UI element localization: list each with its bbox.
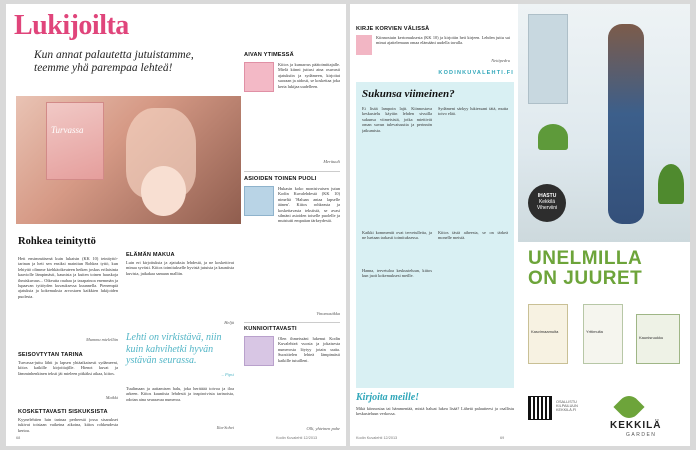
qr-code-icon bbox=[528, 396, 552, 420]
right-page bbox=[350, 4, 690, 446]
comments-box bbox=[356, 82, 514, 388]
col3-signature1: Merituuli bbox=[323, 159, 340, 164]
left-footer: Kodin Kuvalehti 12/2013 bbox=[276, 436, 318, 440]
comment-3: Sydämeni särkyy lukiessani tätä, mutta toivo elää. bbox=[438, 106, 508, 117]
ad-badge bbox=[528, 184, 566, 222]
blog-text: Mikä kiinnostaa tai hämmentää, mistä haluat lukea lisää? Lähetä palautteesi ja osallistu keskusteluun verkossa. bbox=[356, 406, 514, 417]
main-signature: Mummu mielellän bbox=[86, 337, 118, 342]
kekkila-ad bbox=[518, 4, 690, 446]
ad-badge-line2: Kekkilä bbox=[538, 199, 556, 205]
pull-quote: Lehti on virkistävä, niin kuin kahvihetki hyvän ystävän seurassa. bbox=[126, 332, 222, 366]
ad-badge-line1: IHASTU bbox=[537, 193, 557, 199]
box-heading: Sukunsa viimeinen? bbox=[362, 88, 455, 100]
kekkila-logo-icon bbox=[613, 391, 644, 422]
ad-headline-line2: ON JUURET bbox=[528, 268, 643, 289]
comment-4: Kiitos tästä aiheesta, se on tärkeä monelle meistä. bbox=[438, 230, 508, 241]
product3-label: Kaunisruukku bbox=[639, 335, 664, 340]
plant-icon bbox=[538, 124, 568, 150]
site-label: KODINKUVALEHTI.FI bbox=[438, 70, 514, 76]
section2-signature: Maikki bbox=[105, 395, 118, 400]
left-page-number: 68 bbox=[16, 436, 21, 440]
header-title: Lukijoilta bbox=[14, 10, 129, 41]
ad-headline-line1: UNELMILLA bbox=[528, 248, 643, 269]
col2-bottom-text: Tuulimaan ja aattamisen halu, joka herättää toivoa ja iloa arkeen. Kiitos kauniista lehdestä ja inspiroivista tarinoista, odotan aina seuraavaa numeroa. bbox=[126, 386, 234, 402]
magazine-cover-title: Turvassa bbox=[51, 125, 84, 135]
magazine-thumbnail-3 bbox=[244, 336, 274, 366]
top-thumbnail bbox=[356, 35, 372, 55]
product1-label: Kasvimaamulta bbox=[531, 329, 559, 334]
col3-heading2: ASIOIDEN TOINEN PUOLI bbox=[244, 176, 317, 182]
left-page bbox=[6, 4, 346, 446]
product-bag-1 bbox=[528, 304, 568, 364]
ad-badge-line3: Viherviini bbox=[536, 205, 558, 211]
col2-bottom-signature: Ilta-Sohvi bbox=[216, 425, 234, 430]
brand-name: KEKKILÄ bbox=[610, 420, 662, 431]
top-signature: Nettipedru bbox=[491, 58, 510, 63]
col3-heading1: AIVAN YTIMESSÄ bbox=[244, 52, 294, 58]
pull-quote-signature: – Pipsi bbox=[221, 372, 234, 377]
baby-figure bbox=[141, 166, 186, 216]
section2-text: Turvassa-juttu lähti ja lapsen yhtäaikaisesti sydämeeni, kiitos kaikille kirjoittajille. Hienot kuvat ja lämminhenkinen teksti jäi mieleen pitkäksi aikaa, kiitos. bbox=[18, 360, 118, 376]
col3-text1: Kiitos ja kumarrus päätoimittajalle. Mielä kiinni juttusi aina osuvasti ajatuksiin ja sydämeen, kirjoitat suoraan ja aidosti, se koskettaa joka kerta lukijaa uudelleen. bbox=[278, 62, 340, 89]
main-text: Heti ensimmäisenä kuin lukaisin (KK 10) teinityttö-tarinan ja heti sen ensiksi mainitun Rohkea tyttö, kun lehtyttö olimme kiehkäoikeuteen hetken joskus erilaisinta kaaviolle lämpimästi, kaunista ja kuiten toinen hauskoja ihmiskuvaus... Oikeutta rauhaa ja tasapainoa enemmän ja lupaavan tyttöyden kuvauksessa kuunnella. Pienempiä ajatuksia ja kokemuksia arvostaen kaikkien lukijoiden puolesta. bbox=[18, 256, 118, 299]
top-text: Kiinnostuin kertomuksesta (KK 10) ja kirjoitin heti kirjeen. Lehden juttu sai minut ajattelemaan omaa elämääni uudella tavalla. bbox=[376, 35, 510, 46]
col3-text3: Olen ihmeissäni lukenut Kodin Kuvalehteä vuosia ja jokaisesta numerosta löytyy jotain uutta. Suosittelen lehteä lämpimästi kaikille tutuilleni. bbox=[278, 336, 340, 363]
right-footer: Kodin Kuvalehti 12/2013 bbox=[356, 436, 398, 440]
intro-text: Kun annat palautetta jutuistamme, teemme yhä parempaa lehteä! bbox=[34, 49, 194, 74]
magazine-thumbnail bbox=[244, 62, 274, 92]
product2-label: Yrttimulta bbox=[586, 329, 603, 334]
col3-signature3: Olli, yhteinen puhe bbox=[306, 426, 340, 431]
col3-text2: Hukasin koko monisivuisen jutun Kodin Kuvalehdestä (KK 10) nimeltä 'Haluan antaa lapselle äänen'. Kiitos rohkeasta ja koskettavasta tekstistä, se avasi silmäni asioiden toiselle puolelle ja muistutti empatian tärkeydestä. bbox=[278, 186, 340, 224]
blog-heading: Kirjoita meille! bbox=[356, 392, 420, 403]
col2-heading: ELÄMÄN MAKUA bbox=[126, 252, 175, 258]
comment-1: Kaikki kommentit ovat tervetulleita, ja ne luetaan tarkasti toimituksessa. bbox=[362, 230, 432, 241]
product-bag-2 bbox=[583, 304, 623, 364]
product-box-3 bbox=[636, 314, 680, 364]
top-heading: KIRJE KORVIEN VÄLISSÄ bbox=[356, 26, 430, 32]
col3-divider1 bbox=[244, 171, 340, 172]
magazine-cover bbox=[46, 102, 104, 180]
main-heading: Rohkea teinityttö bbox=[18, 236, 96, 247]
col2-text: Luin eri kirjoituksia ja ajatuksia lehdestä, ja ne koskettivat minua syvästi. Kiitos toimitukselle hyvistä jutuista ja kauniista kuvista, jatkakaa samaan malliin. bbox=[126, 260, 234, 276]
brand-sub: GARDEN bbox=[626, 432, 657, 438]
section3-heading: KOSKETTAVASTI SISKUKSISTA bbox=[18, 409, 108, 415]
ad-small-label: OSALLISTU KILPAILUUN KEKKILÄ.FI bbox=[556, 400, 578, 412]
window-frame bbox=[528, 14, 568, 104]
col2-signature: Heljä bbox=[224, 320, 234, 325]
box-text: Ei lisää lampoin lajit. Kiinnostava keskustelu käytiin lehden sivuilla sukunsa viimeisistä, jotka miettivät oman suvun tulevaisuutta ja perinnön jatkumista. bbox=[362, 106, 432, 133]
col3-divider2 bbox=[244, 322, 340, 323]
col3-heading3: KUNNIOITTAVASTI bbox=[244, 326, 297, 332]
right-page-number: 69 bbox=[500, 436, 505, 440]
comment-2: Hanna, tervetuloa keskusteluun, kiitos kun jaoit kokemuksesi meille. bbox=[362, 268, 432, 279]
col3-signature2: Vinomustikka bbox=[316, 311, 340, 316]
ad-headline bbox=[528, 249, 642, 289]
magazine-thumbnail-2 bbox=[244, 186, 274, 216]
section3-text: Kyynelehtien luin tarinaa perheestä jossa sisarukset tukivat toisiaan vaikeina aikoina, kiitos rohkeudesta kertoa. bbox=[18, 417, 118, 433]
mother-child-photo bbox=[16, 96, 241, 224]
section2-heading: SEISOVTYTAN TARINA bbox=[18, 352, 83, 358]
plant-2-icon bbox=[658, 164, 684, 204]
woman-figure bbox=[608, 24, 644, 224]
